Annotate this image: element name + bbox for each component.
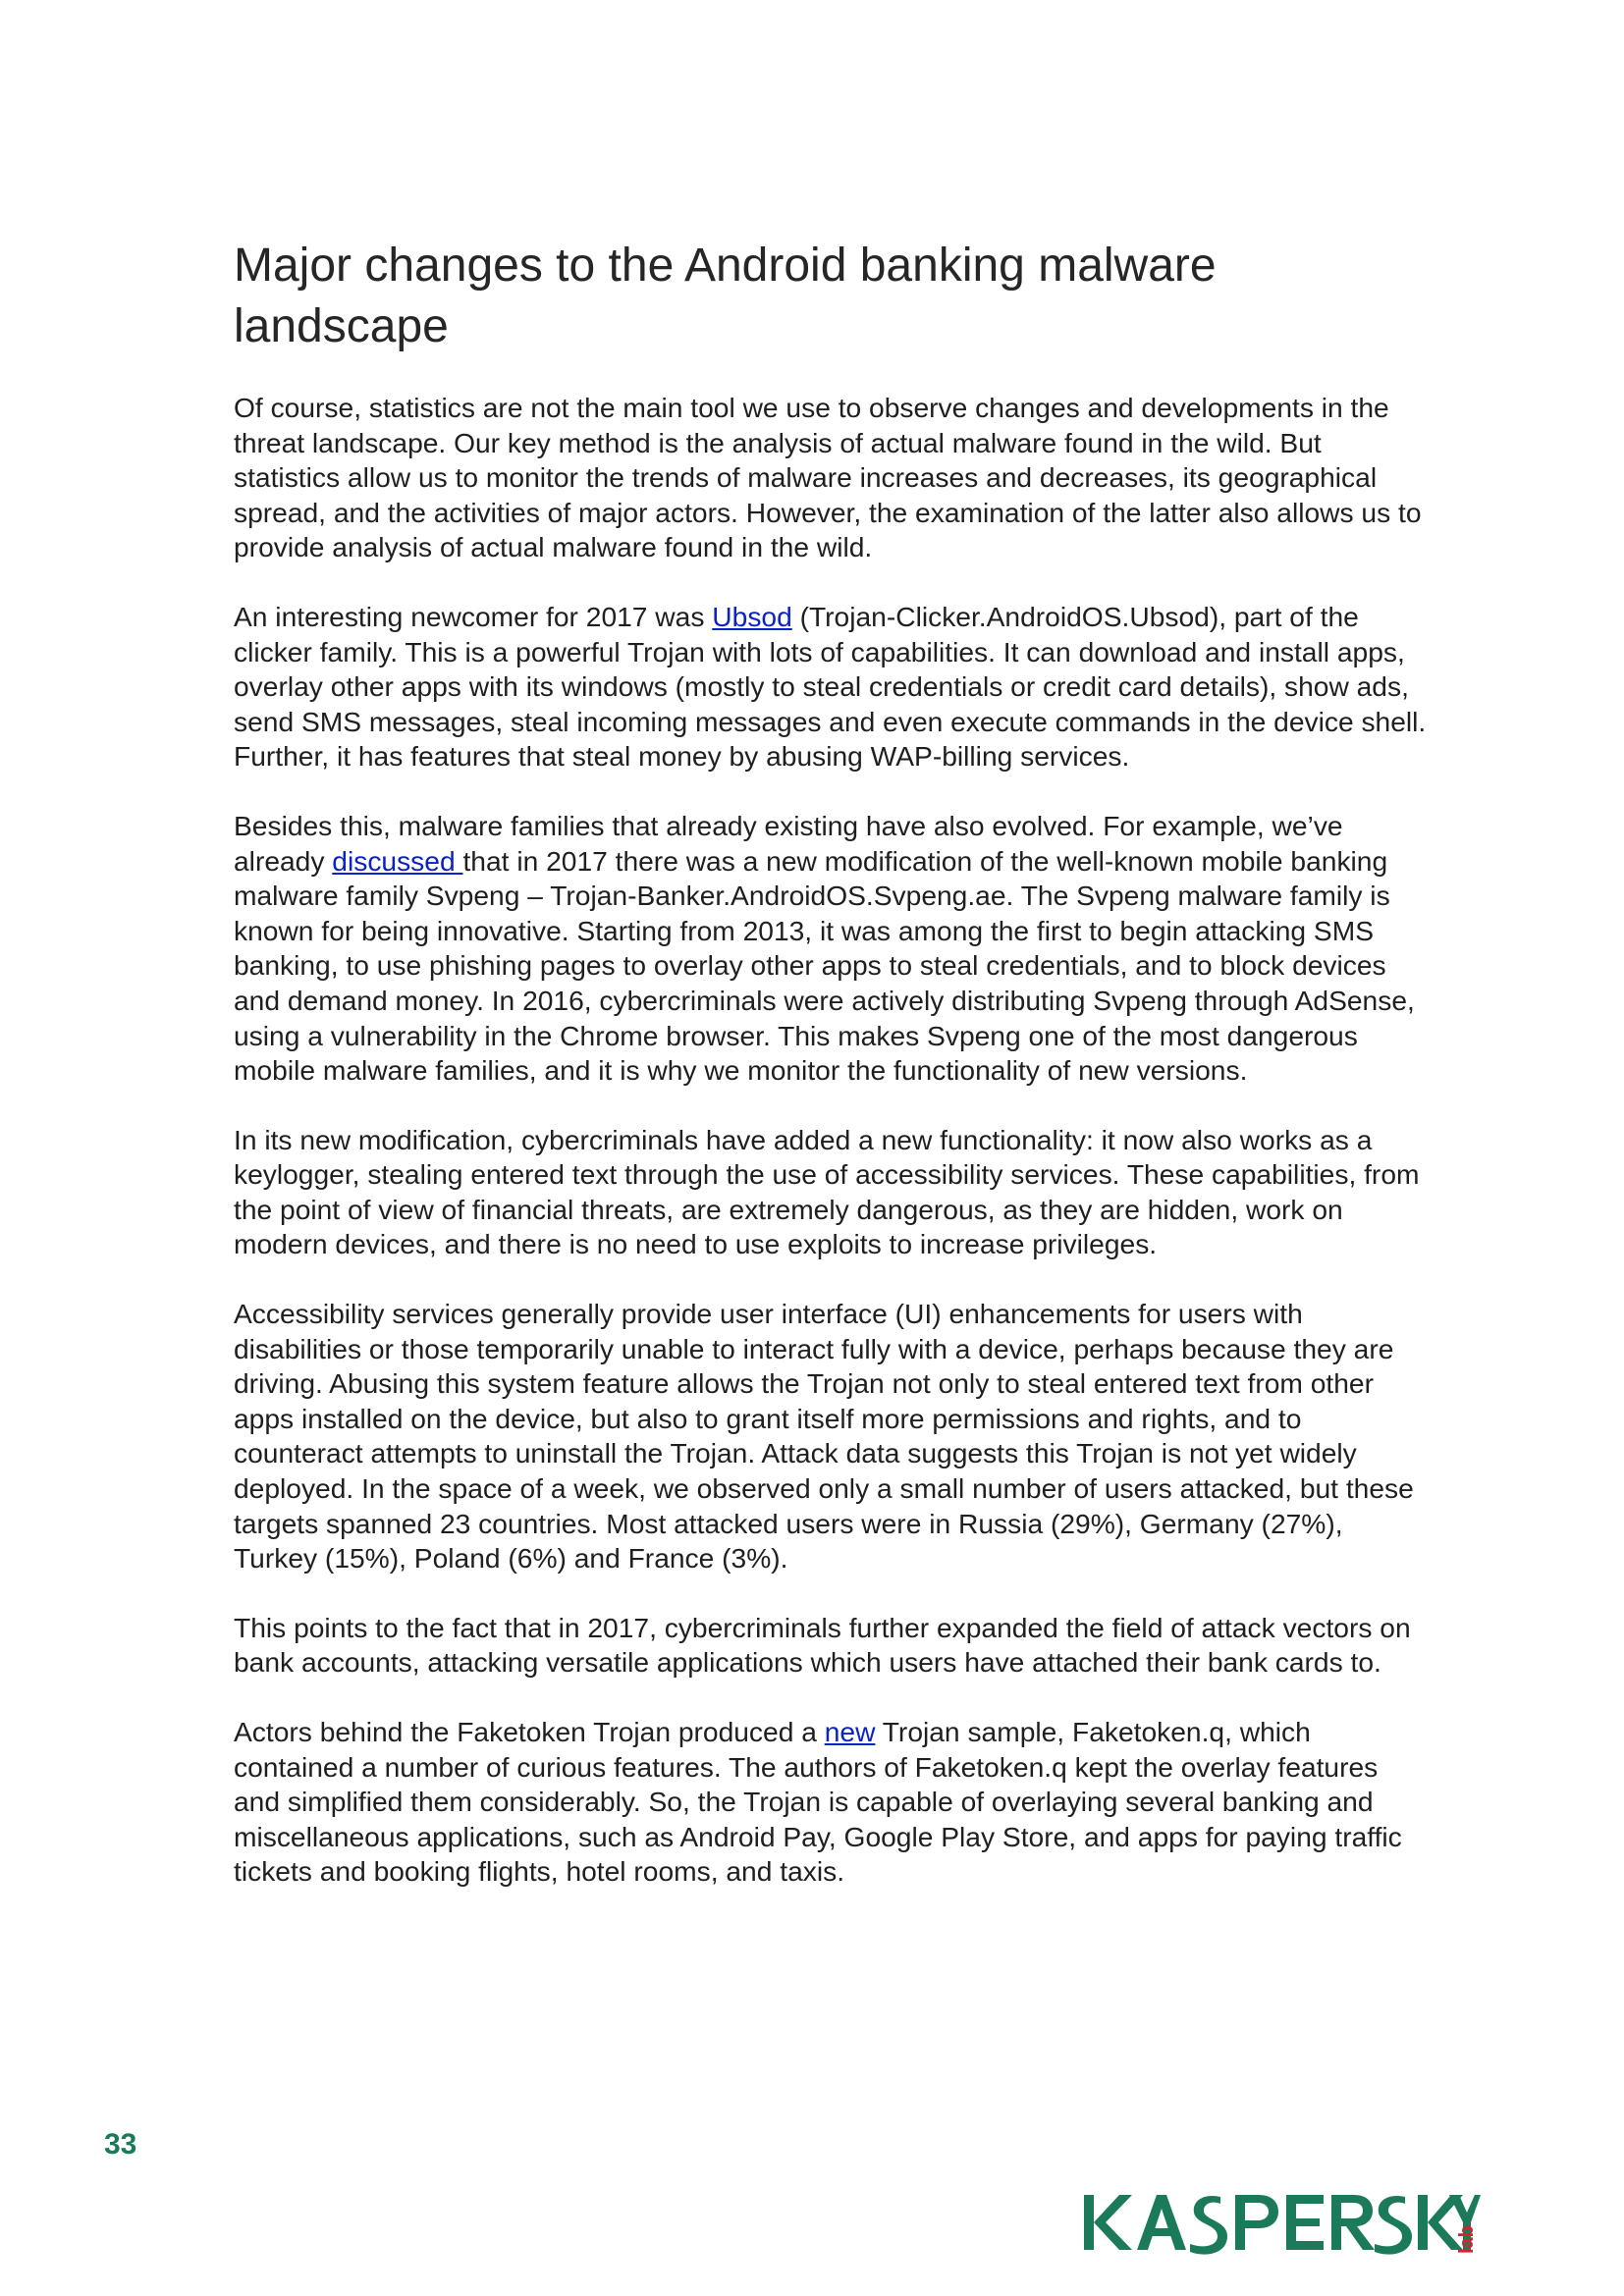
ubsod-link[interactable]: Ubsod — [712, 600, 792, 632]
paragraph-text: that in 2017 there was a new modification of the well-known mobile banking malware family Svpeng – Trojan-Banker.AndroidOS.Svpeng.ae. The Svpeng malware family is known for being innovative. Starting from 2013, it was among the first to begin attacking SMS banking, to use phishing pages to overlay other apps to steal credentials, and to block devices and demand money. In 2016, cybercriminals were actively distributing Svpeng through AdSense, using a vulnerability in the Chrome browser. This makes Svpeng one of the most dangerous mobile malware families, and it is why we monitor the functionality of new versions. — [234, 844, 1415, 1087]
kaspersky-lab-logo — [1078, 2183, 1481, 2262]
section-heading: Major changes to the Android banking malware landscape — [234, 240, 1217, 352]
paragraph-ubsod — [234, 600, 1432, 774]
paragraph-text: An interesting newcomer for 2017 was — [234, 600, 713, 632]
paragraph-statistics: Of course, statistics are not the main tool we use to observe changes and developments in the threat landscape. Our key method is the analysis of actual malware found in the wild. But statistics allow us to monitor the trends of malware increases and decreases, its geographical spread, and the activities of major actors. However, the examination of the latter also allows us to provide analysis of actual malware found in the wild. — [234, 392, 1422, 563]
paragraph-attack-vectors: This points to the fact that in 2017, cybercriminals further expanded the field of attack vectors on bank accounts, attacking versatile applications which users have attached their bank cards to. — [234, 1611, 1411, 1679]
paragraph-keylogger: In its new modification, cybercriminals have added a new functionality: it now also works as a keylogger, stealing entered text through the use of accessibility services. These capabilities, from the point of view of financial threats, are extremely dangerous, as they are hidden, work on modern devices, and there is no need to use exploits to increase privileges. — [234, 1123, 1420, 1260]
page-content — [234, 236, 1432, 1924]
paragraph-svpeng — [234, 809, 1432, 1089]
paragraph-text: Besides this, malware families that already existing have also evolved. For example, we’ve already — [234, 809, 1343, 877]
logo-lab-text: lab — [1456, 2225, 1478, 2254]
paragraph-text: Trojan sample, Faketoken.q, which contained a number of curious features. The authors of Faketoken.q kept the overlay features and simplified them considerably. So, the Trojan is capable of overlaying several banking and miscellaneous applications, such as Android Pay, Google Play Store, and apps for paying traffic tickets and booking flights, hotel rooms, and taxis. — [234, 1716, 1402, 1888]
page-number: 33 — [104, 2128, 137, 2161]
paragraph-accessibility: Accessibility services generally provide user interface (UI) enhancements for users with disabilities or those temporarily unable to interact fully with a device, perhaps because they are driving. Abusing this system feature allows the Trojan not only to steal entered text from other apps installed on the device, but also to grant itself more permissions and rights, and to counteract attempts to uninstall the Trojan. Attack data suggests this Trojan is not yet widely deployed. In the space of a week, we observed only a small number of users attacked, but these targets spanned 23 countries. Most attacked users were in Russia (29%), Germany (27%), Turkey (15%), Poland (6%) and France (3%). — [234, 1298, 1414, 1575]
discussed-link[interactable]: discussed — [332, 844, 463, 877]
paragraph-faketoken — [234, 1715, 1432, 1890]
new-link[interactable]: new — [824, 1716, 876, 1747]
paragraph-text: (Trojan-Clicker.AndroidOS.Ubsod), part of the clicker family. This is a powerful Trojan with lots of capabilities. It can download and install apps, overlay other apps with its windows (mostly to steal credentials or credit card details), show ads, send SMS messages, steal incoming messages and even execute commands in the device shell. Further, it has features that steal money by abusing WAP-billing services. — [234, 600, 1427, 773]
paragraph-text: Actors behind the Faketoken Trojan produced a — [234, 1716, 825, 1747]
